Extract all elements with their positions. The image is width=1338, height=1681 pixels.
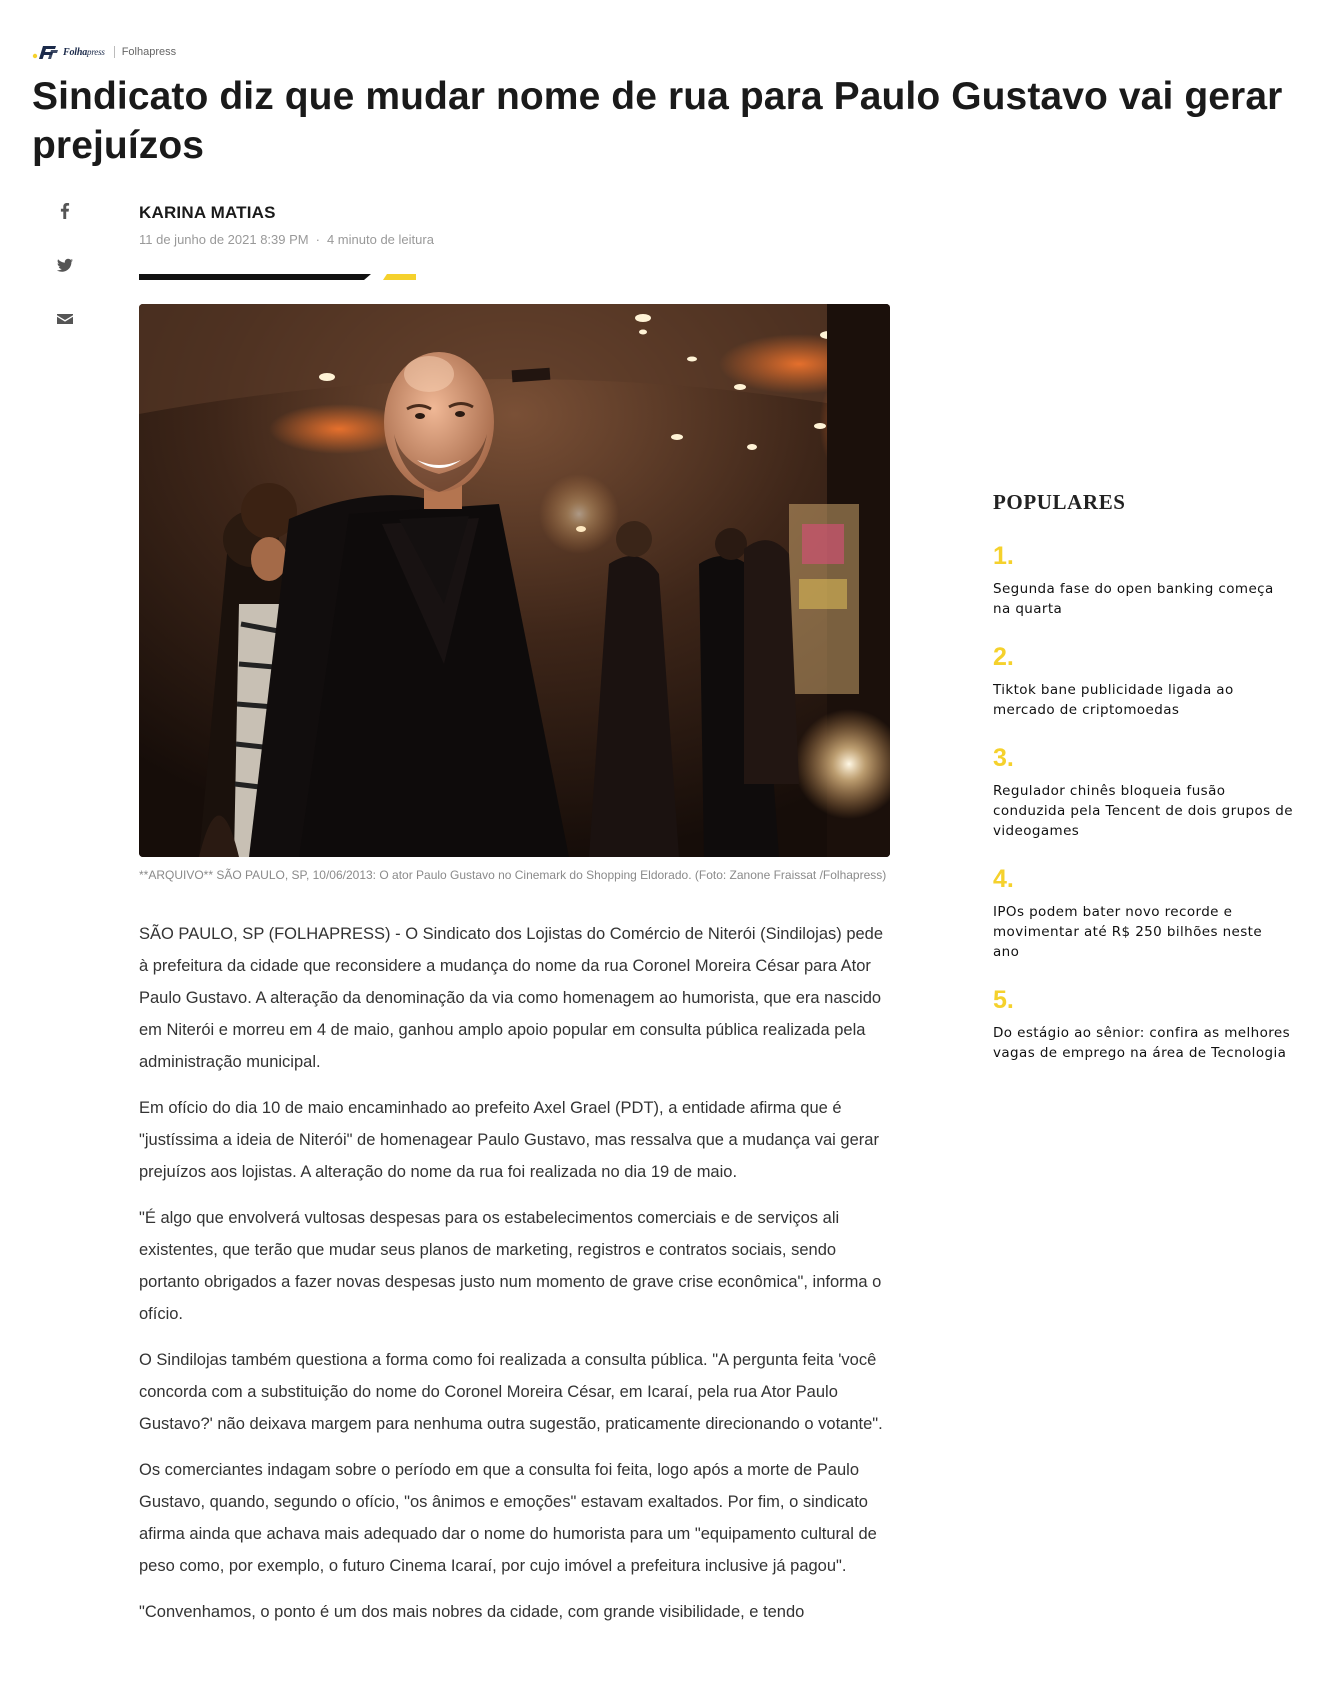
popular-sidebar — [993, 490, 1293, 1086]
twitter-icon — [52, 252, 78, 278]
reading-time: 4 minuto de leitura — [326, 232, 434, 247]
photo-illustration — [139, 304, 890, 857]
popular-rank: 2. — [993, 643, 1014, 671]
accent-rule-yellow — [383, 274, 416, 280]
popular-item[interactable] — [993, 985, 1293, 1063]
share-bar — [52, 198, 78, 360]
source-name-link[interactable]: Folhapress — [121, 46, 177, 58]
article-paragraph: Em ofício do dia 10 de maio encaminhado ao prefeito Axel Grael (PDT), a entidade afirma que é "justíssima a ideia de Niterói" de homenagear Paulo Gustavo, mas ressalva que a mudança vai gerar prejuízos aos lojistas. A alteração do nome da rua foi realizada no dia 19 de maio. — [139, 1099, 879, 1181]
logo-wordmark: Folhapress — [63, 46, 105, 58]
article-photo[interactable] — [139, 304, 890, 857]
article-paragraph: O Sindilojas também questiona a forma como foi realizada a consulta pública. "A pergunta feita 'você concorda com a substituição do nome do Coronel Moreira César, em Icaraí, pela rua Ator Paulo Gustavo?' não deixava margem para nenhuma outra sugestão, praticamente direcionando o votante". — [139, 1351, 883, 1433]
source-divider — [114, 46, 115, 58]
accent-rule-black — [139, 274, 371, 280]
article-paragraph: "Convenhamos, o ponto é um dos mais nobres da cidade, com grande visibilidade, e tendo — [139, 1603, 805, 1621]
folhapress-logo-icon — [32, 43, 60, 61]
publish-date: 11 de junho de 2021 8:39 PM — [139, 232, 309, 247]
popular-item[interactable] — [993, 541, 1293, 619]
share-twitter-button[interactable] — [52, 252, 78, 278]
article-meta — [139, 232, 434, 247]
popular-item[interactable] — [993, 864, 1293, 962]
photo-caption: **ARQUIVO** SÃO PAULO, SP, 10/06/2013: O ator Paulo Gustavo no Cinemark do Shopping Eldorado. (Foto: Zanone Fraissat /Folhapress) — [139, 868, 887, 882]
article-paragraph: SÃO PAULO, SP (FOLHAPRESS) - O Sindicato dos Lojistas do Comércio de Niterói (Sindilojas) pede à prefeitura da cidade que reconsidere a mudança do nome da rua Coronel Moreira César para Ator Paulo Gustavo. A alteração da denominação da via como homenagem ao humorista, que era nascido em Niterói e morreu em 4 de maio, ganhou amplo apoio popular em consulta pública realizada pela administração municipal. — [139, 925, 884, 1071]
folhapress-logo[interactable] — [32, 43, 105, 61]
meta-separator: · — [315, 232, 320, 247]
article-headline: Sindicato diz que mudar nome de rua para Paulo Gustavo vai gerar prejuízos — [32, 75, 1283, 167]
popular-link[interactable]: IPOs podem bater novo recorde e movimentar até R$ 250 bilhões neste ano — [993, 904, 1263, 960]
article-paragraph: Os comerciantes indagam sobre o período em que a consulta foi feita, logo após a morte de Paulo Gustavo, quando, segundo o ofício, "os ânimos e emoções" estavam exaltados. Por fim, o sindicato afirma ainda que achava mais adequado dar o nome do humorista para um "equipamento cultural de peso como, por exemplo, o futuro Cinema Icaraí, por cujo imóvel a prefeitura inclusive já pagou". — [139, 1461, 877, 1575]
popular-item[interactable] — [993, 642, 1293, 720]
popular-rank: 1. — [993, 542, 1014, 570]
popular-link[interactable]: Segunda fase do open banking começa na quarta — [993, 581, 1274, 617]
byline — [139, 203, 434, 247]
article-paragraph: "É algo que envolverá vultosas despesas para os estabelecimentos comerciais e de serviços ali existentes, que terão que mudar seus planos de marketing, registros e contratos sociais, sendo portanto obrigados a fazer novas despesas justo num momento de grave crise econômica", informa o ofício. — [139, 1209, 882, 1323]
popular-title: POPULARES — [993, 490, 1126, 514]
email-icon — [52, 306, 78, 332]
source-bar — [32, 42, 176, 62]
author-name[interactable]: KARINA MATIAS — [139, 203, 276, 222]
facebook-icon — [52, 198, 78, 224]
popular-link[interactable]: Regulador chinês bloqueia fusão conduzida pela Tencent de dois grupos de videogames — [993, 783, 1293, 839]
share-email-button[interactable] — [52, 306, 78, 332]
popular-link[interactable]: Do estágio ao sênior: confira as melhores vagas de emprego na área de Tecnologia — [993, 1025, 1291, 1061]
share-facebook-button[interactable] — [52, 198, 78, 224]
popular-item[interactable] — [993, 743, 1293, 841]
article-body — [139, 918, 891, 1642]
popular-rank: 4. — [993, 865, 1014, 893]
popular-link[interactable]: Tiktok bane publicidade ligada ao mercado de criptomoedas — [993, 682, 1234, 718]
popular-rank: 3. — [993, 744, 1014, 772]
popular-rank: 5. — [993, 986, 1014, 1014]
